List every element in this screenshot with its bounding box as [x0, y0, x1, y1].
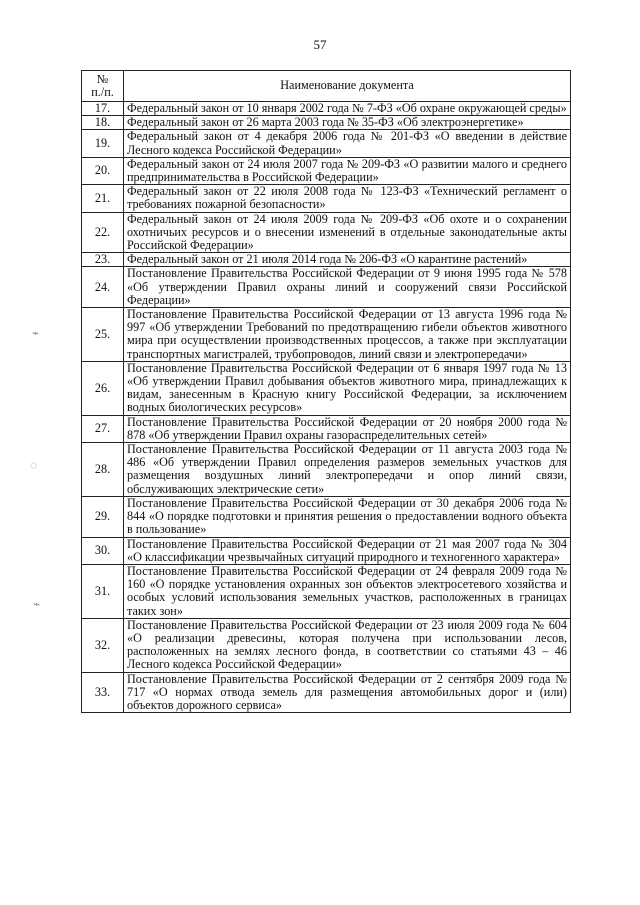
row-number: 23. [82, 253, 124, 267]
table-row [82, 537, 571, 564]
column-header-number-label: № п./п. [91, 71, 114, 99]
row-number: 22. [82, 212, 124, 253]
table-body [82, 102, 571, 713]
document-name: Федеральный закон от 22 июля 2008 года № 123-ФЗ «Технический регламент о требованиях пожарной безопасности» [124, 185, 571, 212]
table-row [82, 212, 571, 253]
document-name: Федеральный закон от 24 июля 2007 года № 209-ФЗ «О развитии малого и среднего предпринимательства в Российской Федерации» [124, 157, 571, 184]
table-row [82, 496, 571, 537]
table-row [82, 443, 571, 497]
document-name: Постановление Правительства Российской Федерации от 20 ноября 2000 года № 878 «Об утверждении Правил охраны газораспределительных сетей» [124, 415, 571, 442]
document-name: Постановление Правительства Российской Федерации от 24 февраля 2009 года № 160 «О порядке установления охранных зон объектов электросетевого хозяйства и особых условий использования земельных участков, расположенных в границах таких зон» [124, 564, 571, 618]
row-number: 31. [82, 564, 124, 618]
document-name: Постановление Правительства Российской Федерации от 9 июня 1995 года № 578 «Об утверждении Правил охраны линий и сооружений связи Российской Федерации» [124, 267, 571, 308]
table-row [82, 672, 571, 713]
row-number: 29. [82, 496, 124, 537]
document-name: Федеральный закон от 4 декабря 2006 года № 201-ФЗ «О введении в действие Лесного кодекса Российской Федерации» [124, 130, 571, 157]
table-row [82, 157, 571, 184]
table-row [82, 253, 571, 267]
table-row [82, 116, 571, 130]
binding-mark: ⌁ [33, 597, 41, 611]
row-number: 28. [82, 443, 124, 497]
document-name: Федеральный закон от 10 января 2002 года № 7-ФЗ «Об охране окружающей среды» [124, 102, 571, 116]
document-name: Постановление Правительства Российской Федерации от 30 декабря 2006 года № 844 «О порядке подготовки и принятия решения о предоставлении водного объекта в пользование» [124, 496, 571, 537]
row-number: 17. [82, 102, 124, 116]
document-name: Федеральный закон от 24 июля 2009 года № 209-ФЗ «Об охоте и о сохранении охотничьих ресурсов и о внесении изменений в отдельные законодательные акты Российской Федерации» [124, 212, 571, 253]
page-number: 57 [313, 37, 327, 52]
table-row [82, 102, 571, 116]
table-row [82, 361, 571, 415]
row-number: 18. [82, 116, 124, 130]
document-name: Постановление Правительства Российской Федерации от 6 января 1997 года № 13 «Об утверждении Правил добывания объектов животного мира, принадлежащих к видам, занесенным в Красную книгу Российской Федерации, за исключением водных биологических ресурсов» [124, 361, 571, 415]
document-name: Постановление Правительства Российской Федерации от 21 мая 2007 года № 304 «О классификации чрезвычайных ситуаций природного и техногенного характера» [124, 537, 571, 564]
binding-mark: ⌁ [32, 326, 40, 340]
document-name: Постановление Правительства Российской Федерации от 13 августа 1996 года № 997 «Об утверждении Требований по предотвращению гибели объектов животного мира при осуществлении производственных процессов, а также при эксплуатации транспортных магистралей, трубопроводов, линий связи и электропередачи» [124, 308, 571, 362]
binding-mark: ◌ [30, 458, 38, 472]
table-row [82, 308, 571, 362]
document-name: Федеральный закон от 26 марта 2003 года № 35-ФЗ «Об электроэнергетике» [124, 116, 571, 130]
table-row [82, 130, 571, 157]
row-number: 21. [82, 185, 124, 212]
row-number: 24. [82, 267, 124, 308]
column-header-name [124, 71, 571, 102]
table-row [82, 564, 571, 618]
row-number: 27. [82, 415, 124, 442]
table-row [82, 185, 571, 212]
table-header-row [82, 71, 571, 102]
column-header-name-label: Наименование документа [280, 78, 414, 93]
column-header-number [82, 71, 124, 102]
row-number: 30. [82, 537, 124, 564]
row-number: 33. [82, 672, 124, 713]
row-number: 19. [82, 130, 124, 157]
document-name: Постановление Правительства Российской Федерации от 11 августа 2003 года № 486 «Об утверждении Правил определения размеров земельных участков для размещения воздушных линий электропередачи и опор линий связи, обслуживающих электрические сети» [124, 443, 571, 497]
row-number: 32. [82, 618, 124, 672]
documents-table [81, 70, 571, 713]
document-name: Постановление Правительства Российской Федерации от 2 сентября 2009 года № 717 «О нормах отвода земель для размещения автомобильных дорог и (или) объектов дорожного сервиса» [124, 672, 571, 713]
row-number: 25. [82, 308, 124, 362]
row-number: 20. [82, 157, 124, 184]
row-number: 26. [82, 361, 124, 415]
document-name: Федеральный закон от 21 июля 2014 года № 206-ФЗ «О карантине растений» [124, 253, 571, 267]
table-row [82, 618, 571, 672]
table-row [82, 267, 571, 308]
table-row [82, 415, 571, 442]
document-name: Постановление Правительства Российской Федерации от 23 июля 2009 года № 604 «О реализации древесины, которая получена при использовании лесов, расположенных на землях лесного фонда, в соответствии со статьями 43 – 46 Лесного кодекса Российской Федерации» [124, 618, 571, 672]
